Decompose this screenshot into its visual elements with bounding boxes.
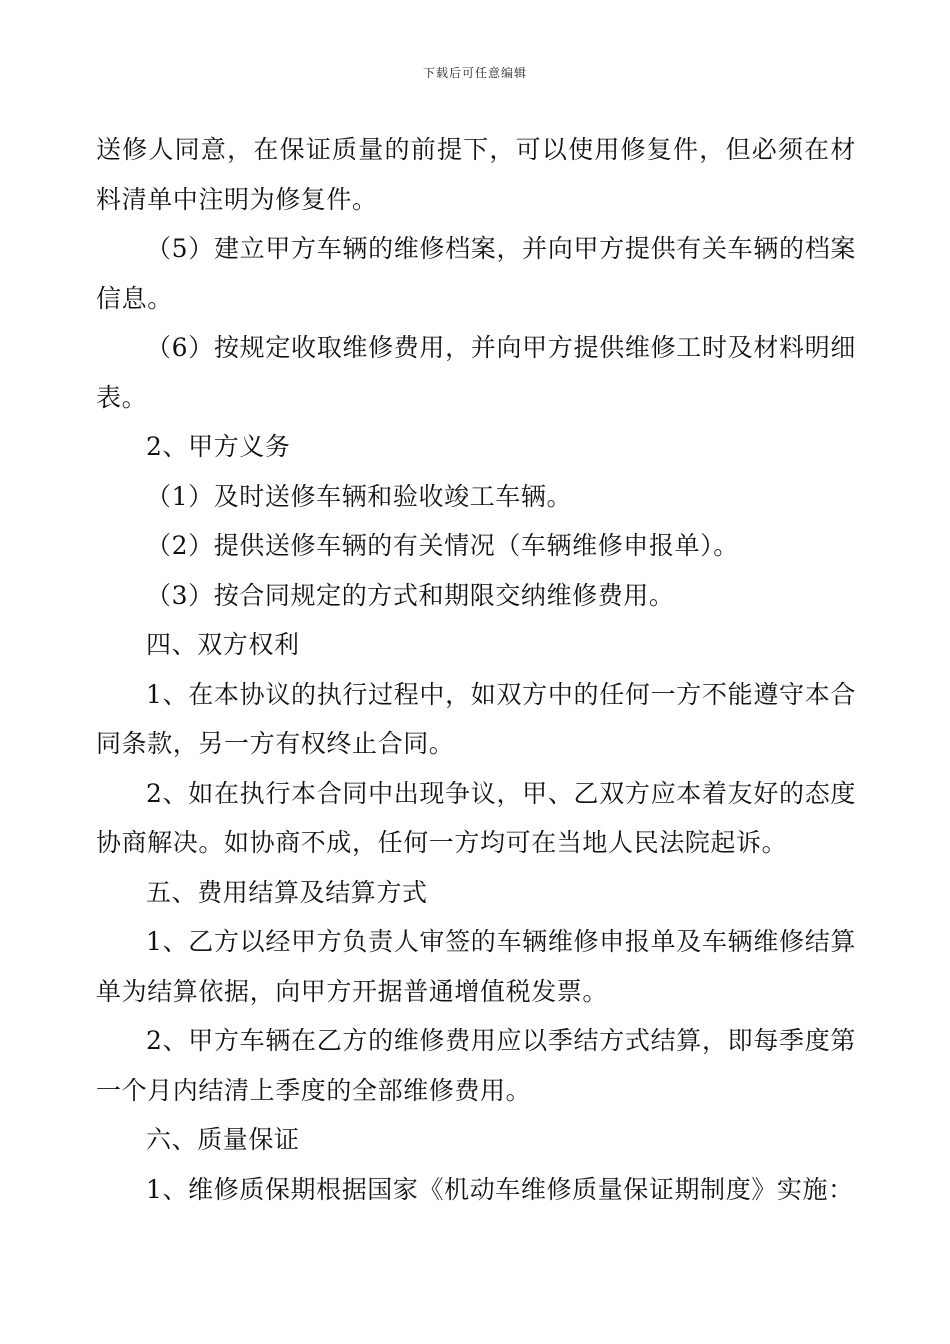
- paragraph-rights-2: 2、如在执行本合同中出现争议，甲、乙双方应本着友好的态度协商解决。如协商不成，任何一方均可在当地人民法院起诉。: [96, 778, 856, 857]
- page-header: 下载后可任意编辑: [422, 66, 527, 80]
- paragraph-party-a-item-3: （3）按合同规定的方式和期限交纳维修费用。: [146, 580, 675, 610]
- section-heading-settlement: 五、费用结算及结算方式: [146, 877, 428, 907]
- paragraph-party-a-item-1: （1）及时送修车辆和验收竣工车辆。: [146, 481, 573, 511]
- paragraph-settlement-2: 2、甲方车辆在乙方的维修费用应以季结方式结算，即每季度第一个月内结清上季度的全部维修费用。: [96, 1026, 856, 1105]
- paragraph-continuation: 送修人同意，在保证质量的前提下，可以使用修复件，但必须在材料清单中注明为修复件。: [96, 135, 856, 214]
- section-heading-rights: 四、双方权利: [146, 630, 300, 659]
- paragraph-item-5: （5）建立甲方车辆的维修档案，并向甲方提供有关车辆的档案信息。: [96, 234, 856, 313]
- paragraph-settlement-1: 1、乙方以经甲方负责人审签的车辆维修申报单及车辆维修结算单为结算依据，向甲方开据普通增值税发票。: [96, 927, 856, 1006]
- paragraph-item-6: （6）按规定收取维修费用，并向甲方提供维修工时及材料明细表。: [96, 333, 856, 412]
- section-heading-party-a-obligations: 2、甲方义务: [146, 432, 291, 461]
- paragraph-quality-1: 1、维修质保期根据国家《机动车维修质量保证期制度》实施：: [146, 1174, 854, 1204]
- paragraph-rights-1: 1、在本协议的执行过程中，如双方中的任何一方不能遵守本合同条款，另一方有权终止合同。: [96, 679, 856, 758]
- paragraph-party-a-item-2: （2）提供送修车辆的有关情况（车辆维修申报单）。: [146, 531, 739, 560]
- document-body: [96, 125, 856, 1214]
- section-heading-quality: 六、质量保证: [146, 1125, 300, 1154]
